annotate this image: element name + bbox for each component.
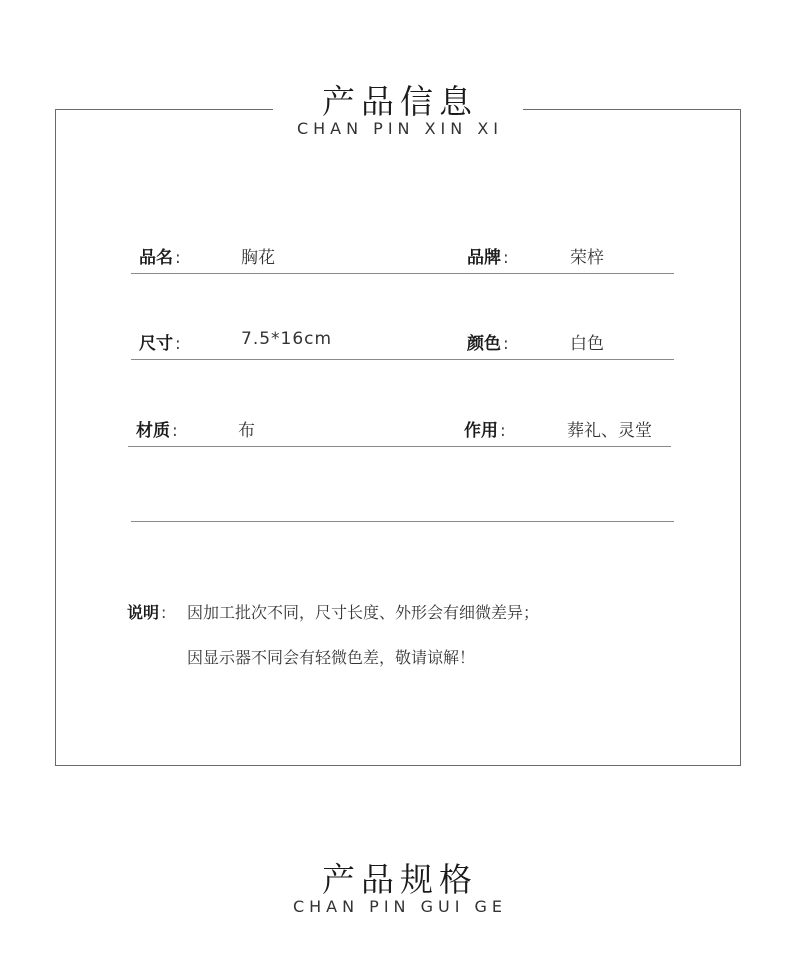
- note-line-1: 因加工批次不同，尺寸长度、外形会有细微差异；: [187, 603, 540, 622]
- section-title-cn: 产品信息: [322, 82, 478, 121]
- row-divider: [131, 359, 674, 360]
- note-label: 说明 :: [127, 603, 167, 622]
- label-product-name: 品名 :: [139, 248, 181, 268]
- section2-title-en: CHAN PIN GUI GE: [292, 897, 508, 916]
- label-color: 颜色 :: [467, 334, 509, 354]
- section2-title-cn: 产品规格: [322, 860, 478, 899]
- note-line-2: 因显示器不同会有轻微色差，敬请谅解！: [187, 648, 476, 667]
- label-material: 材质 :: [136, 421, 178, 441]
- row-divider: [128, 446, 671, 447]
- section-divider: [131, 521, 674, 522]
- label-usage: 作用 :: [464, 421, 506, 441]
- value-size: 7.5*16cm: [241, 329, 333, 349]
- value-material: 布: [238, 421, 255, 441]
- label-brand: 品牌 :: [467, 248, 509, 268]
- value-product-name: 胸花: [241, 248, 275, 268]
- row-divider: [131, 273, 674, 274]
- section-title-en: CHAN PIN XIN XI: [296, 119, 504, 138]
- label-size: 尺寸 :: [139, 334, 181, 354]
- value-color: 白色: [570, 334, 604, 354]
- value-usage: 葬礼、灵堂: [567, 421, 652, 441]
- value-brand: 荣梓: [570, 248, 604, 268]
